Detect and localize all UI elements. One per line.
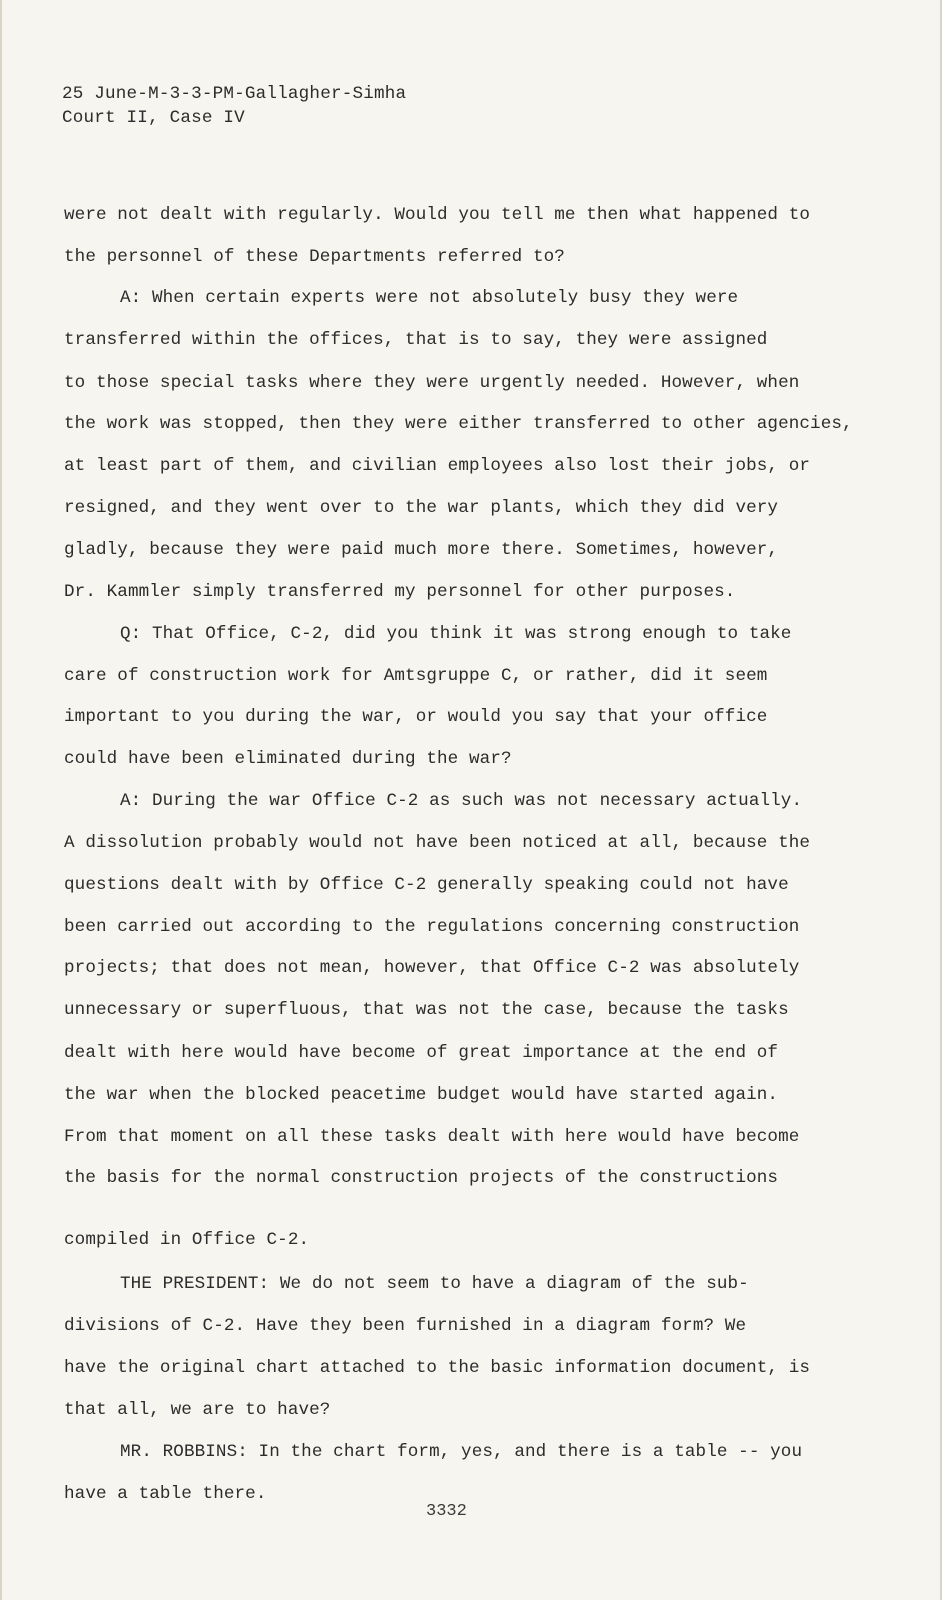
- text-line-24: the basis for the normal construction projects of the constructions: [64, 1168, 779, 1188]
- text-line-3: A: When certain experts were not absolutely busy they were: [120, 288, 739, 308]
- header-line-2: Court II, Case IV: [62, 108, 245, 128]
- text-line-8: resigned, and they went over to the war plants, which they did very: [64, 498, 779, 518]
- text-line-6: the work was stopped, then they were either transferred to other agencies,: [64, 414, 853, 434]
- text-line-18: been carried out according to the regulations concerning construction: [64, 917, 800, 937]
- text-line-13: important to you during the war, or would you say that your office: [64, 707, 768, 727]
- text-line-20: unnecessary or superfluous, that was not the case, because the tasks: [64, 1000, 789, 1020]
- document-header: [62, 82, 406, 130]
- text-line-16: A dissolution probably would not have been noticed at all, because the: [64, 833, 811, 853]
- text-line-23: From that moment on all these tasks dealt with here would have become: [64, 1127, 800, 1147]
- text-line-7: at least part of them, and civilian employees also lost their jobs, or: [64, 456, 811, 476]
- text-line-26: THE PRESIDENT: We do not seem to have a diagram of the sub-: [120, 1274, 749, 1294]
- header-line-1: 25 June-M-3-3-PM-Gallagher-Simha: [62, 84, 407, 104]
- text-line-12: care of construction work for Amtsgruppe C, or rather, did it seem: [64, 666, 768, 686]
- text-line-21: dealt with here would have become of great importance at the end of: [64, 1043, 779, 1063]
- text-line-28: have the original chart attached to the basic information document, is: [64, 1358, 811, 1378]
- text-line-5: to those special tasks where they were urgently needed. However, when: [64, 373, 800, 393]
- text-line-22: the war when the blocked peacetime budget would have started again.: [64, 1085, 779, 1105]
- text-line-17: questions dealt with by Office C-2 generally speaking could not have: [64, 875, 789, 895]
- text-line-19: projects; that does not mean, however, that Office C-2 was absolutely: [64, 958, 800, 978]
- text-line-11: Q: That Office, C-2, did you think it was strong enough to take: [120, 624, 792, 644]
- text-line-10: Dr. Kammler simply transferred my personnel for other purposes.: [64, 582, 736, 602]
- page-number: 3332: [426, 1502, 467, 1521]
- text-line-9: gladly, because they were paid much more there. Sometimes, however,: [64, 540, 779, 560]
- text-line-14: could have been eliminated during the war?: [64, 749, 512, 769]
- text-line-31: have a table there.: [64, 1484, 267, 1504]
- text-line-27: divisions of C-2. Have they been furnished in a diagram form? We: [64, 1316, 747, 1336]
- text-line-25: compiled in Office C-2.: [64, 1230, 310, 1250]
- text-line-29: that all, we are to have?: [64, 1400, 331, 1420]
- text-line-2: the personnel of these Departments referred to?: [64, 247, 565, 267]
- text-line-1: were not dealt with regularly. Would you tell me then what happened to: [64, 205, 811, 225]
- text-line-15: A: During the war Office C-2 as such was not necessary actually.: [120, 791, 803, 811]
- text-line-30: MR. ROBBINS: In the chart form, yes, and there is a table -- you: [120, 1442, 803, 1462]
- text-line-4: transferred within the offices, that is to say, they were assigned: [64, 330, 768, 350]
